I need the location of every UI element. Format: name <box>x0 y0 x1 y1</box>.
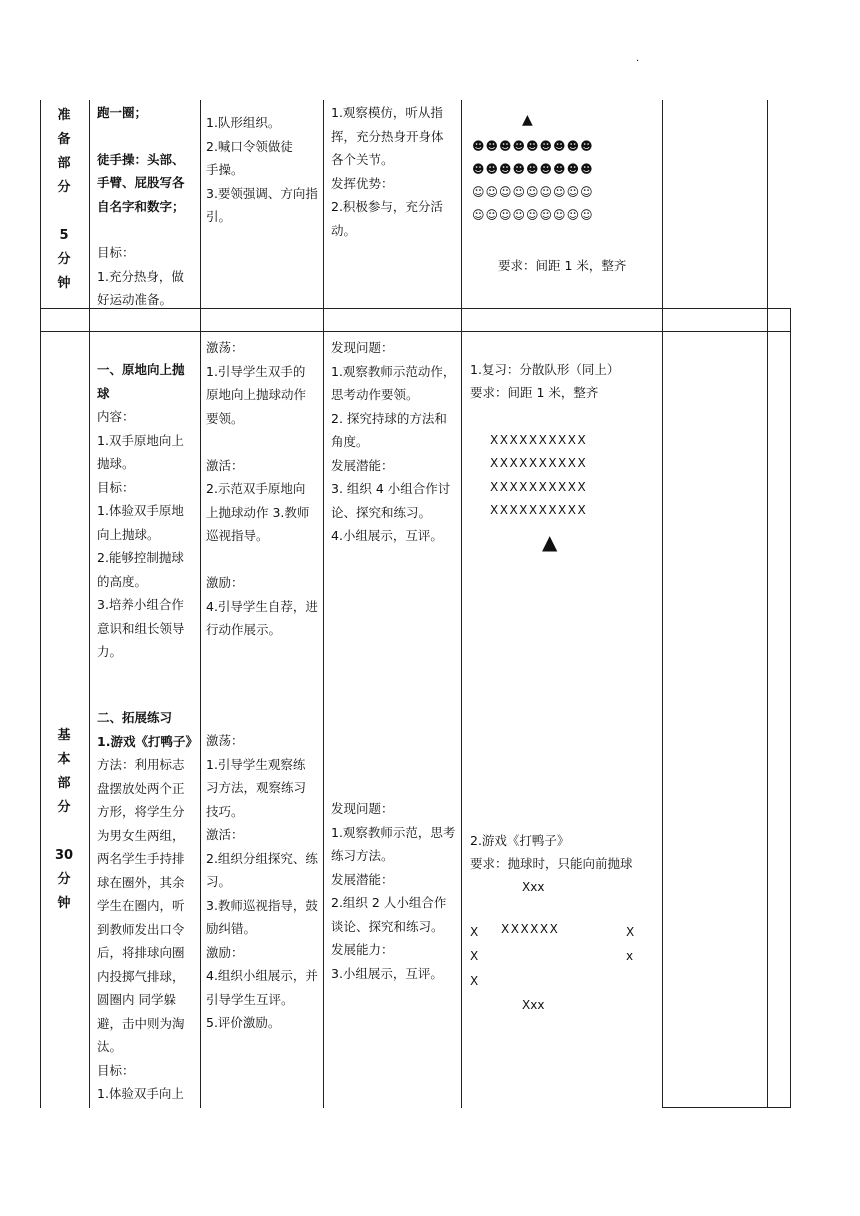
part1-student: 发现问题： 1.观察教师示范动作， 思考动作要领。 2. 探究持球的方法和 角度。 发展潜能： 3. 组织 4 小组合作讨 论、探究和练习。 4.小组展示，互评。 <box>331 340 456 543</box>
part2-teacher: 激荡： 1.引导学生观察练 习方法，观察练习 技巧。 激活： 2.组织分组探究、练 习。 3.教师巡视指导，鼓 励纠错。 激励： 4.组织小组展示，并 引导学生互评。 5.评价激励。 <box>206 733 318 1030</box>
x-row: XXXXXXXXXX <box>490 456 588 470</box>
warmup-requirement: 要求：间距 1 米，整齐 <box>498 258 627 273</box>
x-row: XXXXXXXXXX <box>490 503 588 517</box>
part1-content: 一、原地向上抛 球 内容： 1.双手原地向上 抛球。 目标： 1.体验双手原地 向上抛球。 2.能够控制抛球 的高度。 3.培养小组合作 意识和组长领导 力。 <box>97 362 185 659</box>
hollow-face-row: ☺☺☺☺☺☺☺☺☺ <box>472 208 594 222</box>
filled-face-row: ☻☻☻☻☻☻☻☻☻ <box>472 162 594 176</box>
x-marker: X <box>470 949 480 963</box>
part2-content: 二、拓展练习 1.游戏《打鸭子》 方法：利用标志 盘摆放处两个正 方形，将学生分 为男女生两组， 两名学生手持排 球在圈外，其余 学生在圈内，听 到教师发出口令 后，将排球向圈 内投掷气排球， 圆圈内 同学躲 避，击中则为淘 汰。 目标： 1.体验双手向上 <box>97 710 198 1101</box>
warmup-section-label: 准 备 部 分 5 分 钟 <box>57 108 71 291</box>
x-row: XXXXXXXXXX <box>490 480 588 494</box>
x-marker: Xxx <box>522 998 545 1012</box>
page-mark: . <box>636 53 640 64</box>
x-marker: X <box>626 925 636 939</box>
filled-face-row: ☻☻☻☻☻☻☻☻☻ <box>472 139 594 153</box>
x-row: XXXXXXXXXX <box>490 433 588 447</box>
x-row: XXXXXX <box>501 922 560 936</box>
part2-requirement: 要求：抛球时，只能向前抛球 <box>470 856 633 871</box>
hollow-face-row: ☺☺☺☺☺☺☺☺☺ <box>472 185 594 199</box>
x-marker: Xxx <box>522 880 545 894</box>
basic-section-label: 基 本 部 分 30 分 钟 <box>54 728 74 911</box>
x-marker: x <box>626 949 635 963</box>
game-title: 2.游戏《打鸭子》 <box>470 833 570 848</box>
warmup-student: 1.观察模仿，听从指 挥，充分热身开身体 各个关节。 发挥优势： 2.积极参与，充分活 动。 <box>331 105 444 238</box>
warmup-content: 跑一圈； 徒手操：头部、 手臂、屁股写各 自名字和数字； 目标： 1.充分热身，做 好运动准备。 <box>97 101 185 312</box>
warmup-run: 跑一圈； <box>97 105 148 120</box>
teacher-marker-icon: ▲ <box>522 112 533 128</box>
part1-teacher: 激荡： 1.引导学生双手的 原地向上抛球动作 要领。 激活： 2.示范双手原地向 上抛球动作 3.教师 巡视指导。 激励： 4.引导学生自荐，进 行动作展示。 <box>206 340 318 637</box>
warmup-teacher: 1.队形组织。 2.喊口令领做徒 手操。 3.要领强调、方向指 引。 <box>206 115 318 224</box>
review-text: 1.复习：分散队形（同上） <box>470 362 620 377</box>
teacher-marker-icon: ▲ <box>542 530 558 554</box>
x-marker: X <box>470 974 480 988</box>
x-marker: X <box>470 925 480 939</box>
part2-student: 发现问题： 1.观察教师示范，思考 练习方法。 发展潜能： 2.组织 2 人小组合作 谈论、探究和练习。 发展能力： 3.小组展示，互评。 <box>331 801 456 981</box>
part1-requirement: 要求：间距 1 米，整齐 <box>470 385 599 400</box>
